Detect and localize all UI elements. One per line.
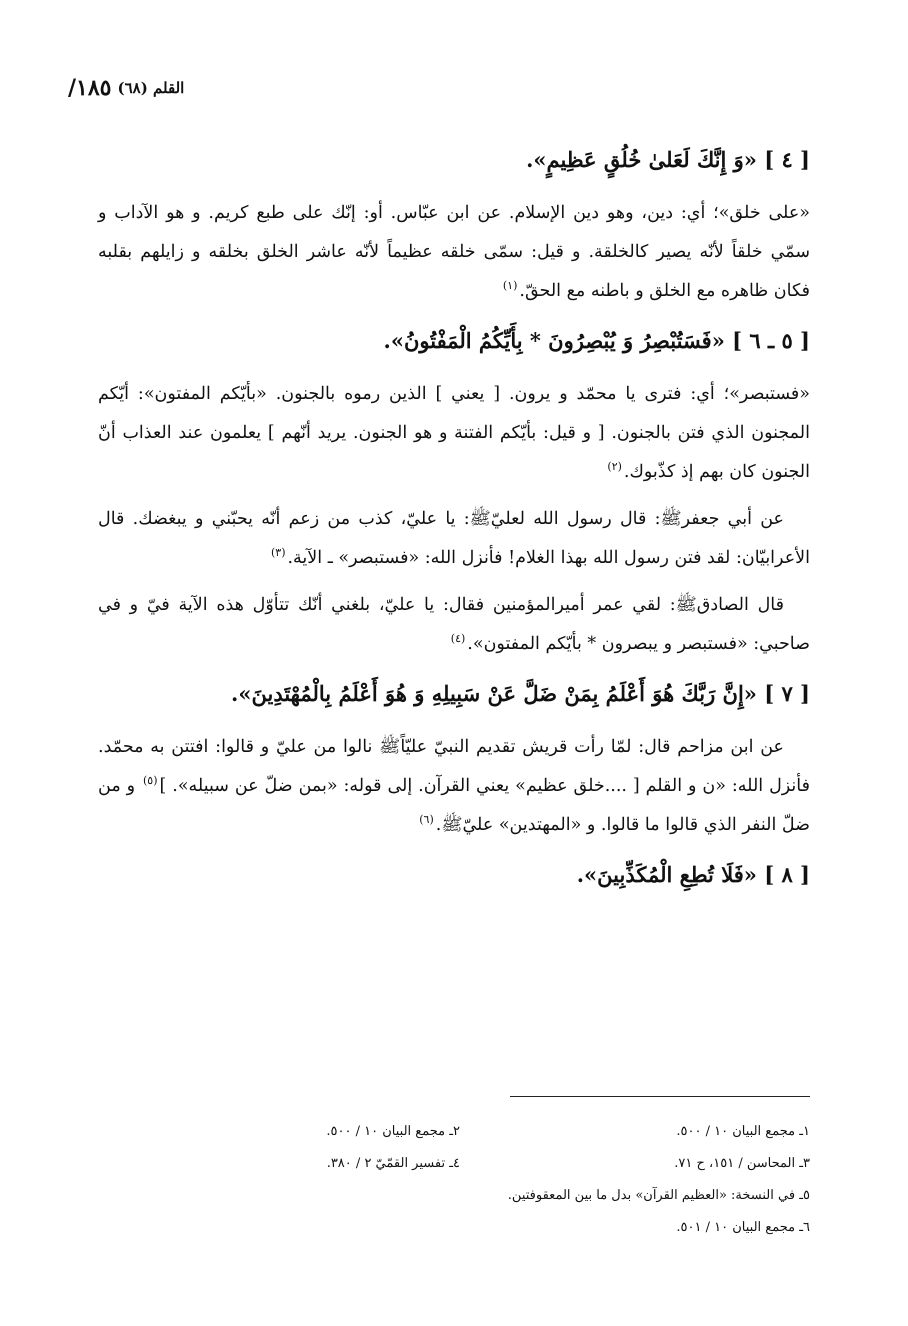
- verse-heading: [ ٨ ] «فَلَا تُطِعِ الْمُكَذِّبِينَ».: [576, 862, 810, 887]
- footnote-separator: [510, 1096, 810, 1097]
- main-text: [98, 130, 810, 909]
- footnotes: [98, 1116, 810, 1244]
- footnote-ref[interactable]: (٤): [450, 632, 466, 646]
- footnote-row: [98, 1180, 810, 1212]
- footnote-ref[interactable]: (٦): [419, 813, 434, 827]
- footnote-row: [98, 1148, 810, 1180]
- page-number: ١٨٥/: [68, 75, 112, 101]
- commentary-paragraph: «فستبصر»؛ أي: فترى يا محمّد و يرون. [ يعني ] الذين رموه بالجنون. «بأيّكم المفتون»: أيّكم المجنون الذي فتن بالجنون. [ و قيل: بأيّكم الفتنة و هو الجنون. يريد أنّهم ] يعلمون عند العذاب أنّ الجنون كان بهم إذ كذّبوك.$^{(٢)}$: [98, 384, 810, 482]
- verse-heading: [ ٥ ـ ٦ ] «فَسَتُبْصِرُ وَ يُبْصِرُونَ * بِأَيِّكُمُ الْمَفْتُونُ».: [383, 328, 810, 353]
- verse-heading: [ ٤ ] «وَ إِنَّكَ لَعَلىٰ خُلُقٍ عَظِيمٍ».: [526, 147, 810, 172]
- footnote-2: ٢ـ مجمع البيان ١٠ / ٥٠٠.: [326, 1124, 460, 1139]
- footnote-ref[interactable]: (٥): [143, 774, 158, 788]
- commentary-paragraph: عن ابن مزاحم قال: لمّا رأت قريش تقديم النبيّ عليّاًﷺ نالوا من عليّ و قالوا: افتتن به محمّد. فأنزل الله: «ن و القلم [ ....خلق عظيم» يعني القرآن. إلى قوله: «بمن ضلّ عن سبيله». ]$^{(٥)}$ و من ضلّ النفر الذي قالوا ما قالوا. و «المهتدين» عليّﷺ.$^{(٦)}$: [98, 737, 811, 835]
- running-title: القلم (٦٨): [117, 79, 185, 97]
- verse-heading: [ ٧ ] «إِنَّ رَبَّكَ هُوَ أَعْلَمُ بِمَنْ ضَلَّ عَنْ سَبِيلِهِ وَ هُوَ أَعْلَمُ بِالْمُهْتَدِينَ».: [231, 681, 810, 706]
- footnote-3: ٣ـ المحاسن / ١٥١، ح ٧١.: [674, 1156, 810, 1171]
- footnote-4: ٤ـ تفسير القمّيّ ٢ / ٣٨٠.: [326, 1156, 460, 1171]
- footnote-row: [98, 1212, 810, 1244]
- commentary-paragraph: عن أبي جعفرﷺ: قال رسول الله لعليّﷺ: يا عليّ، كذب من زعم أنّه يحبّني و يبغضك. قال الأعرابيّان: لقد فتن رسول الله بهذا الغلام! فأنزل الله: «فستبصر» ـ الآية.$^{(٣)}$: [98, 509, 810, 568]
- footnote-row: [98, 1116, 810, 1148]
- footnote-5: ٥ـ في النسخة: «العظيم القرآن» بدل ما بين المعقوفتين.: [507, 1188, 810, 1203]
- page-header: [68, 68, 218, 108]
- commentary-paragraph: «على خلق»؛ أي: دين، وهو دين الإسلام. عن ابن عبّاس. أو: إنّك على طبع كريم. و هو الآداب و سمّي خلقاً لأنّه يصير كالخلقة. و قيل: سمّى خلقه عظيماً لأنّه عاشر الخلق بخلقه و زايلهم بقلبه فكان ظاهره مع الخلق و باطنه مع الحقّ.$^{(١)}$: [98, 203, 810, 301]
- footnote-ref[interactable]: (١): [502, 279, 518, 293]
- footnote-1: ١ـ مجمع البيان ١٠ / ٥٠٠.: [676, 1124, 810, 1139]
- commentary-paragraph: قال الصادقﷺ: لقي عمر أميرالمؤمنين فقال: يا عليّ، بلغني أنّك تتأوّل هذه الآية فيّ و في صاحبي: «فستبصر و يبصرون * بأيّكم المفتون».$^{(٤)}$: [98, 595, 810, 654]
- footnote-ref[interactable]: (٢): [607, 460, 622, 474]
- footnote-6: ٦ـ مجمع البيان ١٠ / ٥٠١.: [676, 1220, 810, 1235]
- footnote-ref[interactable]: (٣): [270, 546, 286, 560]
